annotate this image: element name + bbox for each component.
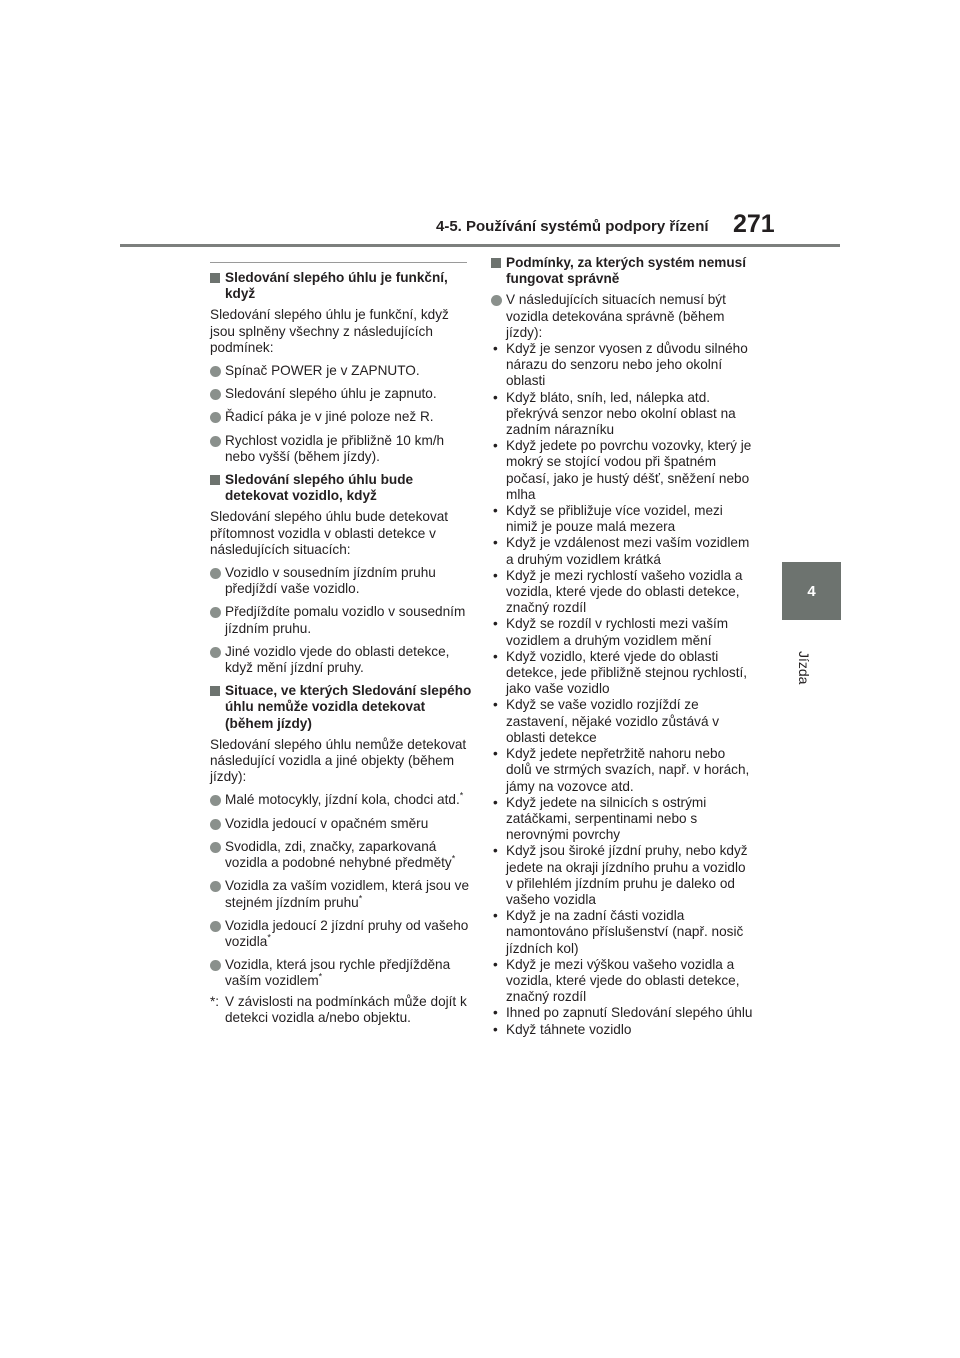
bullet-dot-icon [210, 568, 221, 579]
sub-bullet-icon: • [493, 794, 498, 810]
sub-item: • Když se přibližuje více vozidel, mezi nimiž je pouze malá mezera [493, 503, 723, 535]
bullet-dot-icon [491, 295, 502, 306]
list-item: Sledování slepého úhlu je zapnuto. [210, 386, 472, 402]
chapter-tab [782, 562, 841, 620]
footnote-ref: * [267, 932, 271, 943]
section-intro: Sledování slepého úhlu nemůže detekovat následující vozidla a jiné objekty (během jízdy): [210, 736, 467, 785]
list-item: Malé motocykly, jízdní kola, chodci atd.* [210, 792, 472, 808]
sub-bullet-icon: • [493, 616, 498, 632]
bullet-dot-icon [210, 960, 221, 971]
section-heading: Podmínky, za kterých systém nemusí fungovat správně [491, 255, 753, 287]
bullet-dot-icon [210, 921, 221, 932]
list-item: Vozidlo v sousedním jízdním pruhu předjíždí vaše vozidlo. [210, 565, 472, 597]
sub-item: • Když je na zadní části vozidla namontováno příslušenství (např. nosič jízdních kol) [493, 908, 744, 956]
sub-bullet-icon: • [493, 503, 498, 519]
sub-item: • Když vozidlo, které vjede do oblasti detekce, jede přibližně stejnou rychlostí, jako vaše vozidlo [493, 648, 748, 697]
sub-bullet-icon: • [493, 697, 498, 713]
bullet-dot-icon [210, 366, 221, 377]
header-section-title: 4-5. Používání systémů podpory řízení [436, 218, 709, 235]
right-column [491, 255, 753, 1038]
chapter-number: 4 [807, 582, 816, 600]
footnote-mark: *: [210, 993, 220, 1009]
heading-square-icon [210, 686, 220, 696]
sub-item: • Když bláto, sníh, led, nálepka atd. překrývá senzor nebo okolní oblast na zadním nárazníku [493, 389, 736, 438]
list-item: Vozidla, která jsou rychle předjížděna vaším vozidlem* [210, 957, 472, 989]
sub-item: • Když táhnete vozidlo [493, 1021, 632, 1037]
list-item: Vozidla jedoucí 2 jízdní pruhy od vašeho vozidla* [210, 918, 472, 950]
sub-bullet-icon: • [493, 843, 498, 859]
sub-bullet-icon: • [493, 567, 498, 583]
column-top-rule [210, 262, 467, 263]
bullet-dot-icon [210, 842, 221, 853]
sub-item: • Když jedete na silnicích s ostrými zatáčkami, serpentinami nebo s nerovnými povrchy [493, 794, 707, 843]
heading-square-icon [210, 273, 220, 283]
section-intro: Sledování slepého úhlu je funkční, když jsou splněny všechny z následujících podmínek: [210, 307, 449, 355]
page-number: 271 [733, 210, 775, 238]
list-item: Předjíždíte pomalu vozidlo v sousedním jízdním pruhu. [210, 604, 472, 636]
sub-item: • Když se rozdíl v rychlosti mezi vaším vozidlem a druhým vozidlem mění [493, 616, 729, 648]
sub-item: • Když je mezi výškou vašeho vozidla a vozidla, které vjede do oblasti detekce, značný rozdíl [493, 956, 740, 1005]
list-item: Spínač POWER je v ZAPNUTO. [210, 363, 472, 379]
section-heading: Sledování slepého úhlu je funkční, když [210, 270, 472, 302]
list-item: Vozidla jedoucí v opačném směru [210, 816, 472, 832]
bullet-dot-icon [210, 412, 221, 423]
list-item: Rychlost vozidla je přibližně 10 km/h nebo vyšší (během jízdy). [210, 433, 472, 465]
chapter-label: Jízda [796, 651, 812, 685]
sub-bullet-icon: • [493, 908, 498, 924]
heading-square-icon [491, 258, 501, 268]
sub-item: • Když se vaše vozidlo rozjíždí ze zastavení, nějaké vozidlo zůstává v oblasti detekce [493, 697, 720, 745]
sub-bullet-icon: • [493, 746, 498, 762]
sub-bullet-icon: • [493, 1005, 498, 1021]
sub-bullet-icon: • [493, 956, 498, 972]
bullet-dot-icon [210, 795, 221, 806]
sub-item: • Když jsou široké jízdní pruhy, nebo když jedete na okraji jízdního pruhu a vozidlo v přilehlém jízdním pruhu je daleko od vašeho vozidla [493, 843, 748, 907]
sub-bullet-icon: • [493, 341, 498, 357]
footnote-ref: * [318, 971, 323, 982]
section-heading: Sledování slepého úhlu bude detekovat vozidlo, když [210, 472, 472, 504]
sub-bullet-icon: • [493, 648, 498, 664]
list-item: Vozidla za vaším vozidlem, která jsou ve stejném jízdním pruhu* [210, 878, 472, 910]
sub-item: • Když je senzor vyosen z důvodu silného nárazu do senzoru nebo jeho okolní oblasti [493, 341, 748, 389]
sub-item: • Když jedete po povrchu vozovky, který je mokrý se stojící vodou při špatném počasí, jako je hustý déšť, sněžení nebo mlha [493, 438, 752, 502]
list-item: Svodidla, zdi, značky, zaparkovaná vozidla a podobné nehybné předměty* [210, 839, 472, 871]
bullet-dot-icon [210, 436, 221, 447]
section-intro: Sledování slepého úhlu bude detekovat přítomnost vozidla v oblasti detekce v následujících situacích: [210, 509, 449, 557]
sub-item: • Když je mezi rychlostí vašeho vozidla a vozidla, které vjede do oblasti detekce, značný rozdíl [493, 567, 743, 616]
footnote-ref: * [459, 790, 464, 801]
bullet-dot-icon [210, 647, 221, 658]
footnote-text: V závislosti na podmínkách může dojít k detekci vozidla a/nebo objektu. [225, 993, 467, 1025]
sub-bullet-icon: • [493, 535, 498, 551]
left-column [210, 270, 472, 1026]
footnote [210, 994, 472, 1026]
list-item: Jiné vozidlo vjede do oblasti detekce, když mění jízdní pruhy. [210, 644, 472, 676]
header-rule [120, 244, 840, 247]
footnote-ref: * [451, 853, 456, 864]
list-item: Řadicí páka je v jiné poloze než R. [210, 409, 472, 425]
bullet-dot-icon [210, 607, 221, 618]
heading-square-icon [210, 475, 220, 485]
bullet-dot-icon [210, 819, 221, 830]
sub-bullet-icon: • [493, 1021, 498, 1037]
sub-bullet-icon: • [493, 389, 498, 405]
list-item: V následujících situacích nemusí být vozidla detekována správně (během jízdy): [491, 292, 753, 341]
section-heading: Situace, ve kterých Sledování slepého úhlu nemůže vozidla detekovat (během jízdy) [210, 683, 472, 732]
footnote-ref: * [358, 892, 363, 903]
sub-item: • Když jedete nepřetržitě nahoru nebo dolů ve strmých svazích, např. v horách, jámy na vozovce atd. [493, 746, 750, 794]
bullet-dot-icon [210, 389, 221, 400]
sub-bullet-icon: • [493, 438, 498, 454]
sub-item: • Když je vzdálenost mezi vaším vozidlem a druhým vozidlem krátká [493, 535, 750, 567]
bullet-dot-icon [210, 881, 221, 892]
sub-item: • Ihned po zapnutí Sledování slepého úhlu [493, 1005, 753, 1021]
